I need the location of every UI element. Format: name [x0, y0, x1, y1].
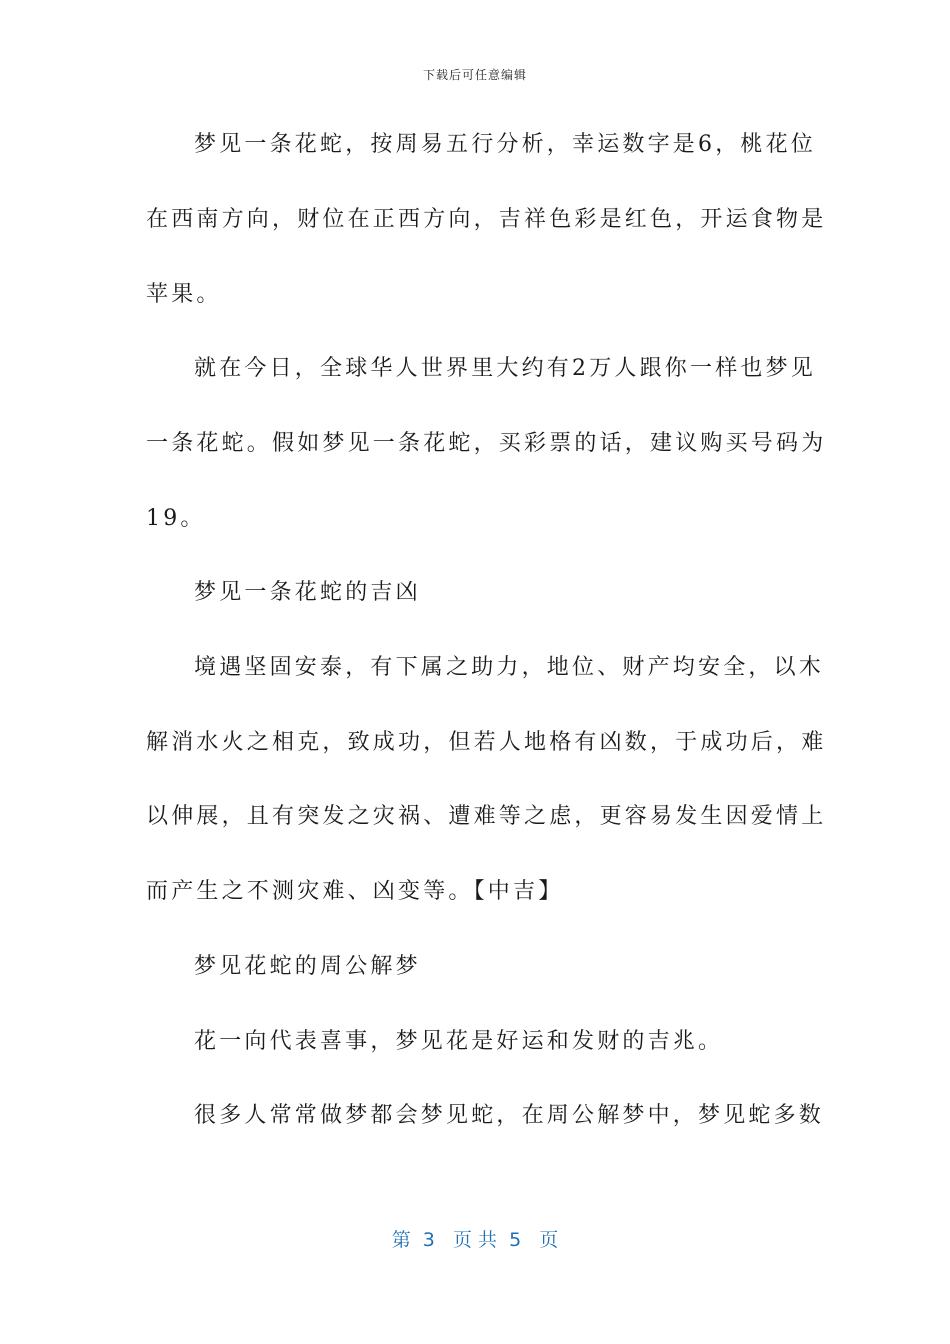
section-heading-fortune: 梦见一条花蛇的吉凶: [194, 580, 421, 605]
paragraph-lucky-info-line-3: 苹果。: [146, 282, 222, 307]
section-heading-zhougong: 梦见花蛇的周公解梦: [194, 954, 421, 979]
paragraph-lucky-info-line-2: 在西南方向，财位在正西方向，吉祥色彩是红色，开运食物是: [146, 207, 827, 232]
paragraph-fortune-line-1: 境遇坚固安泰，有下属之助力，地位、财产均安全，以木: [194, 655, 825, 680]
paragraph-stats-line-1: 就在今日，全球华人世界里大约有2万人跟你一样也梦见: [194, 356, 816, 381]
paragraph-stats-line-3: 19。: [146, 506, 206, 531]
paragraph-stats-line-2: 一条花蛇。假如梦见一条花蛇，买彩票的话，建议购买号码为: [146, 431, 827, 456]
paragraph-fortune-line-4: 而产生之不测灾难、凶变等。【中吉】: [146, 879, 564, 904]
paragraph-snake-dream: 很多人常常做梦都会梦见蛇，在周公解梦中，梦见蛇多数: [194, 1103, 825, 1128]
page-footer-pagination: 第 3 页 共 5 页: [391, 1229, 559, 1251]
paragraph-fortune-line-2: 解消水火之相克，致成功，但若人地格有凶数，于成功后，难: [146, 730, 827, 755]
page-header: 下载后可任意编辑: [422, 68, 527, 82]
paragraph-lucky-info-line-1: 梦见一条花蛇，按周易五行分析，幸运数字是6，桃花位: [194, 132, 816, 157]
paragraph-flower-meaning: 花一向代表喜事，梦见花是好运和发财的吉兆。: [194, 1029, 724, 1054]
paragraph-fortune-line-3: 以伸展，且有突发之灾祸、遭难等之虑，更容易发生因爱情上: [146, 804, 827, 829]
